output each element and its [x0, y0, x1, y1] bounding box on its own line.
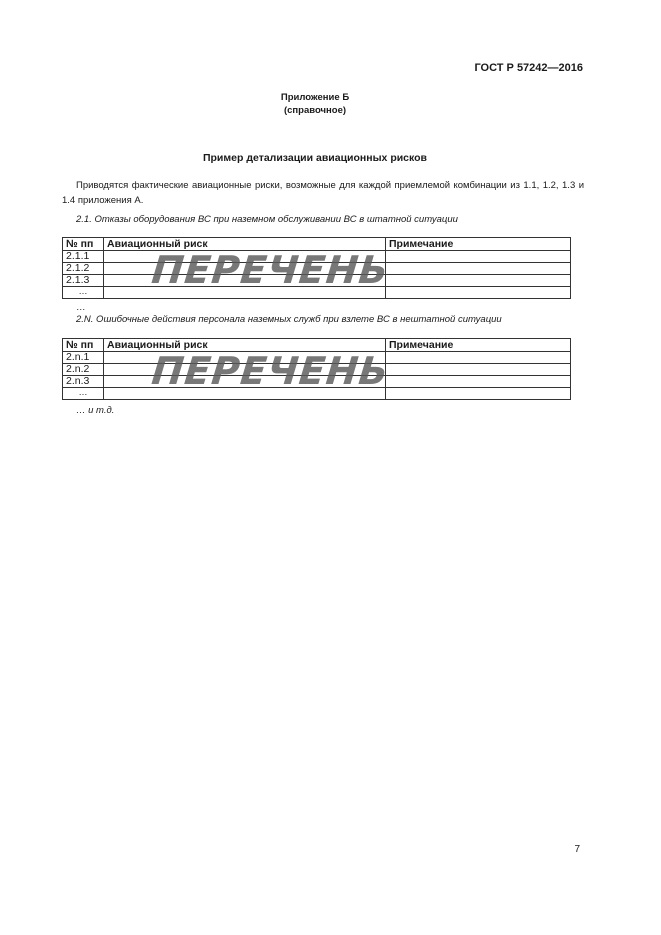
- table2-caption: 2.N. Ошибочные действия персонала наземных служб при взлете ВС в нештатной ситуации: [76, 314, 502, 325]
- row-number: 2.n.2: [63, 364, 104, 376]
- header-risk: Авиационный риск: [104, 339, 386, 352]
- section-title: Пример детализации авиационных рисков: [202, 152, 428, 164]
- table1-caption: 2.1. Отказы оборудования ВС при наземном обслуживании ВС в штатной ситуации: [76, 214, 458, 225]
- header-number: № пп: [63, 339, 104, 352]
- note-cell: [386, 352, 571, 364]
- between-ellipsis: …: [76, 302, 86, 313]
- appendix-title: Приложение Б: [280, 92, 350, 103]
- appendix-type: (справочное): [283, 105, 347, 116]
- row-number: …: [63, 287, 104, 299]
- header-number: № пп: [63, 238, 104, 251]
- header-risk: Авиационный риск: [104, 238, 386, 251]
- page-number: 7: [574, 844, 580, 855]
- header-note: Примечание: [386, 339, 571, 352]
- note-cell: [386, 376, 571, 388]
- row-number: 2.1.1: [63, 251, 104, 263]
- watermark-stamp: ПЕРЕЧЕНЬ: [149, 248, 392, 292]
- row-number: 2.n.3: [63, 376, 104, 388]
- note-cell: [386, 388, 571, 400]
- note-cell: [386, 287, 571, 299]
- etc-note: … и т.д.: [76, 405, 115, 416]
- row-number: 2.n.1: [63, 352, 104, 364]
- intro-paragraph: Приводятся фактические авиационные риски, возможные для каждой приемлемой комбинации из 1.1, 1.2, 1.3 и 1.4 приложения А.: [62, 180, 584, 206]
- row-number: …: [63, 388, 104, 400]
- row-number: 2.1.2: [63, 263, 104, 275]
- note-cell: [386, 275, 571, 287]
- note-cell: [386, 364, 571, 376]
- watermark-stamp: ПЕРЕЧЕНЬ: [149, 349, 392, 393]
- appendix-heading: [0, 91, 630, 117]
- note-cell: [386, 251, 571, 263]
- note-cell: [386, 263, 571, 275]
- row-number: 2.1.3: [63, 275, 104, 287]
- header-note: Примечание: [386, 238, 571, 251]
- standard-number: ГОСТ Р 57242—2016: [474, 62, 583, 74]
